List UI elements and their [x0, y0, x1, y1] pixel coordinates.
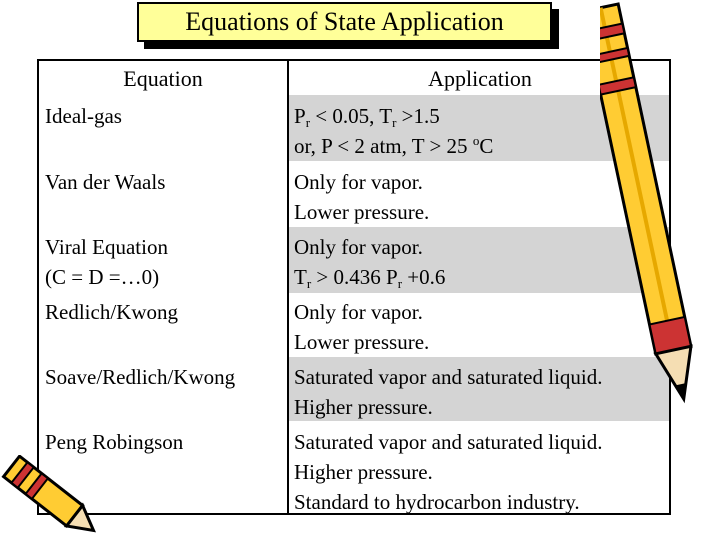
equation-ideal-gas: Ideal-gas — [45, 104, 122, 128]
header-equation: Equation — [123, 66, 203, 91]
slide-title: Equations of State Application — [137, 2, 552, 42]
pencil-icon — [600, 0, 720, 540]
equation-peng-robinson: Peng Robingson — [45, 430, 184, 454]
application-viral-line1: Only for vapor. — [294, 235, 423, 259]
application-peng-line2: Higher pressure. — [294, 460, 433, 484]
application-soave-line2: Higher pressure. — [294, 395, 433, 419]
application-ideal-gas-line1: $P_r < 0.05$, $T_r >1.5$ — [294, 104, 440, 130]
equation-redlich-kwong: Redlich/Kwong — [45, 300, 178, 324]
application-van-der-waals-line2: Lower pressure. — [294, 200, 430, 224]
equation-viral-line1: Viral Equation — [45, 235, 168, 259]
column-divider — [287, 61, 289, 513]
equation-van-der-waals: Van der Waals — [45, 170, 166, 194]
application-viral-line2: $T_r > 0.436$ $P_r +0.6$ — [294, 265, 446, 291]
application-ideal-gas-line2: or, P < 2 atm, T > 25 $^o$C — [294, 133, 494, 158]
pencil-icon — [0, 455, 110, 540]
equation-viral-line2: (C = D =…0) — [45, 265, 160, 289]
application-peng-line1: Saturated vapor and saturated liquid. — [294, 430, 603, 454]
application-soave-line1: Saturated vapor and saturated liquid. — [294, 365, 603, 389]
application-van-der-waals-line1: Only for vapor. — [294, 170, 423, 194]
header-application: Application — [428, 66, 532, 91]
application-peng-line3: Standard to hydrocarbon industry. — [294, 490, 580, 514]
equation-soave-redlich-kwong: Soave/Redlich/Kwong — [45, 365, 236, 389]
application-redlich-kwong-line1: Only for vapor. — [294, 300, 423, 324]
application-redlich-kwong-line2: Lower pressure. — [294, 330, 430, 354]
equations-table — [37, 59, 671, 515]
